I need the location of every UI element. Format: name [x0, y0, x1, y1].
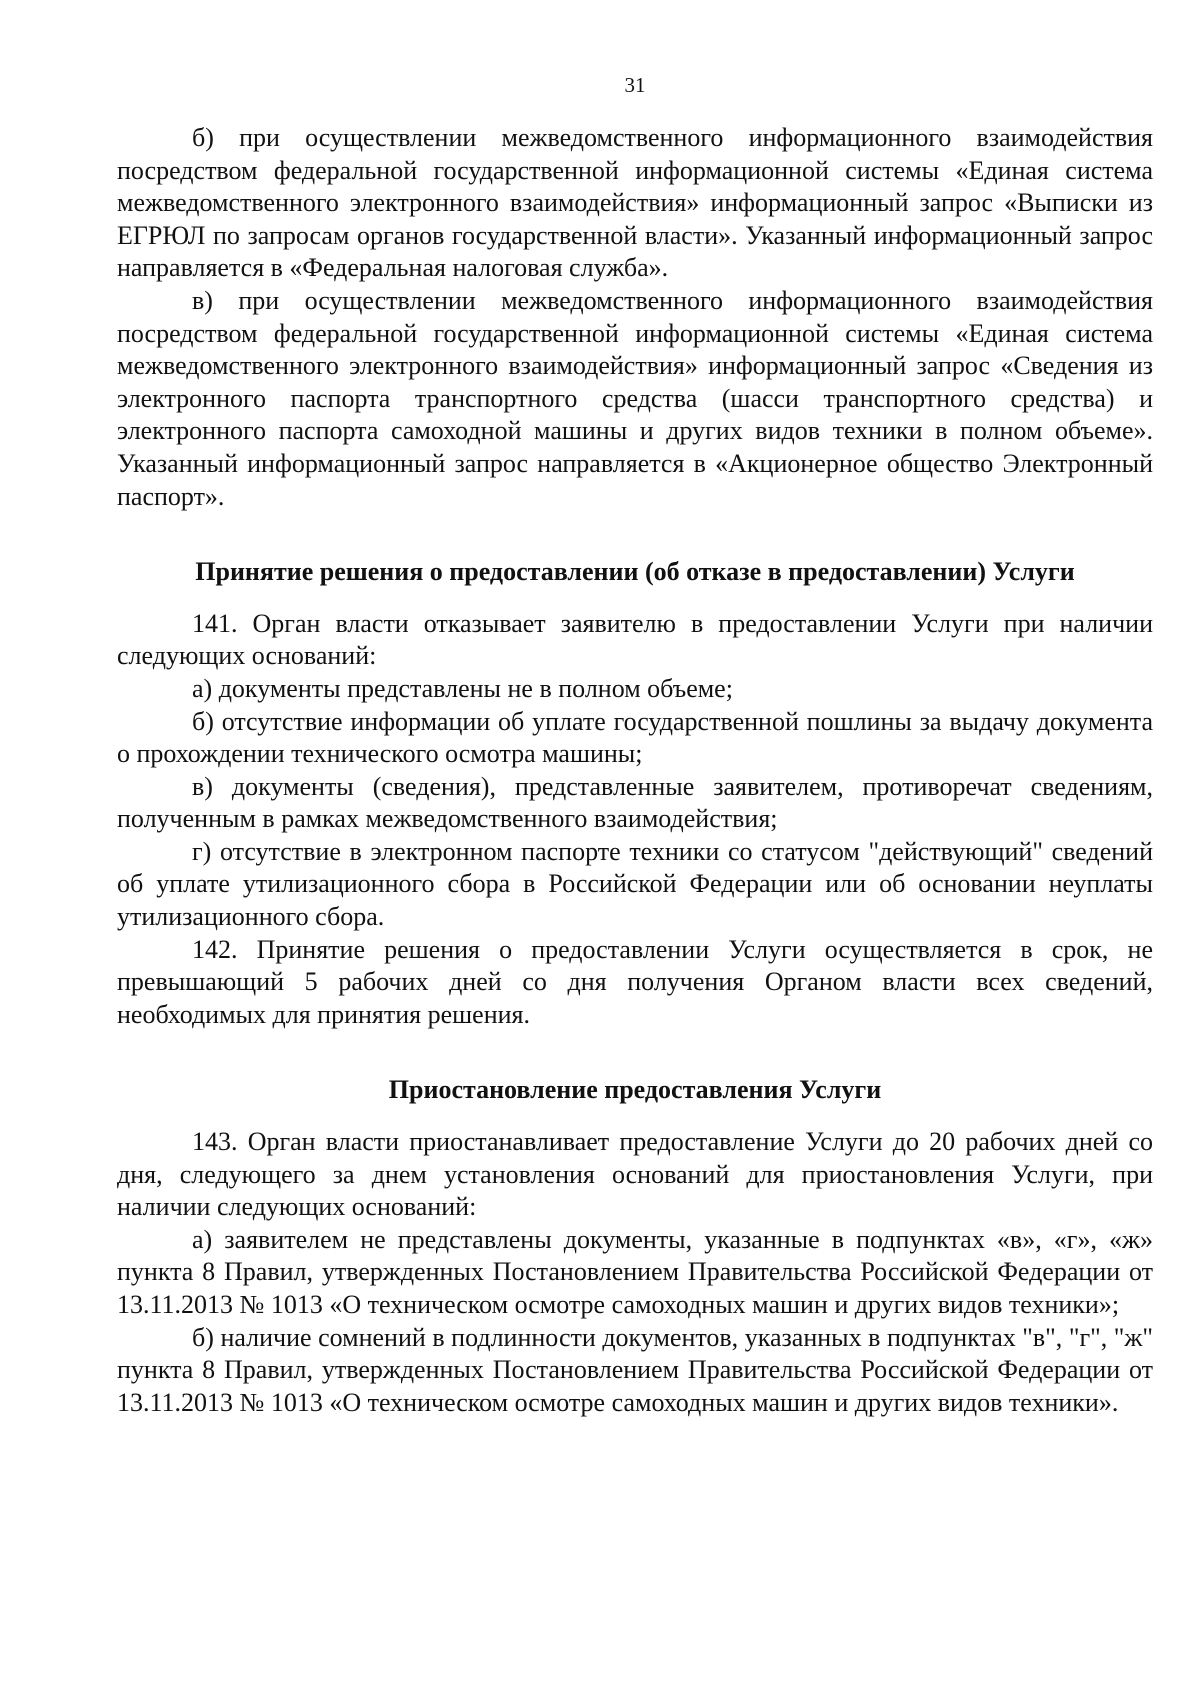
section-gap	[117, 1031, 1153, 1074]
paragraph-141: 141. Орган власти отказывает заявителю в предоставлении Услуги при наличии следующих оснований:	[117, 608, 1153, 671]
paragraph-141-g: г) отсутствие в электронном паспорте техники со статусом "действующий" сведений об уплате утилизационного сбора в Российской Федерации или об основании неуплаты утилизационного сбора.	[117, 836, 1153, 932]
paragraph-142: 142. Принятие решения о предоставлении Услуги осуществляется в срок, не превышающий 5 рабочих дней со дня получения Органом власти всех сведений, необходимых для принятия решения.	[117, 934, 1153, 1029]
paragraph-intro-b: б) при осуществлении межведомственного информационного взаимодействия посредством федеральной государственной информационной системы «Единая система межведомственного электронного взаимодействия» информационный запрос «Выписки из ЕГРЮЛ по запросам органов государственной власти». Указанный информационный запрос направляется в «Федеральная налоговая служба».	[117, 123, 1153, 283]
paragraph-141-a: а) документы представлены не в полном объеме;	[192, 673, 733, 703]
heading-gap	[117, 589, 1153, 608]
document-body	[117, 122, 1153, 1419]
paragraph-141-v: в) документы (сведения), представленные заявителем, противоречат сведениям, полученным в рамках межведомственного взаимодействия;	[117, 771, 1153, 834]
heading-decision: Принятие решения о предоставлении (об отказе в предоставлении) Услуги	[195, 557, 1075, 587]
heading-gap	[117, 1107, 1153, 1126]
paragraph-143-a: а) заявителем не представлены документы, указанные в подпунктах «в», «г», «ж» пункта 8 Правил, утвержденных Постановлением Правительства Российской Федерации от 13.11.2013 № 1013 «О техническом осмотре самоходных машин и других видов техники»;	[117, 1224, 1153, 1319]
heading-suspension: Приостановление предоставления Услуги	[388, 1075, 882, 1105]
paragraph-143: 143. Орган власти приостанавливает предоставление Услуги до 20 рабочих дней со дня, следующего за днем установления оснований для приостановления Услуги, при наличии следующих оснований:	[117, 1127, 1153, 1222]
page-number: 31	[624, 73, 646, 97]
paragraph-intro-v: в) при осуществлении межведомственного информационного взаимодействия посредством федеральной государственной информационной системы «Единая система межведомственного электронного взаимодействия» информационный запрос «Сведения из электронного паспорта транспортного средства (шасси транспортного средства) и электронного паспорта самоходной машины и других видов техники в полном объеме». Указанный информационный запрос направляется в «Акционерное общество Электронный паспорт».	[117, 285, 1153, 511]
paragraph-141-b: б) отсутствие информации об уплате государственной пошлины за выдачу документа о прохождении технического осмотра машины;	[117, 706, 1153, 769]
section-gap	[117, 513, 1153, 556]
paragraph-143-b: б) наличие сомнений в подлинности документов, указанных в подпунктах "в", "г", "ж" пункта 8 Правил, утвержденных Постановлением Правительства Российской Федерации от 13.11.2013 № 1013 «О техническом осмотре самоходных машин и других видов техники».	[117, 1322, 1153, 1417]
